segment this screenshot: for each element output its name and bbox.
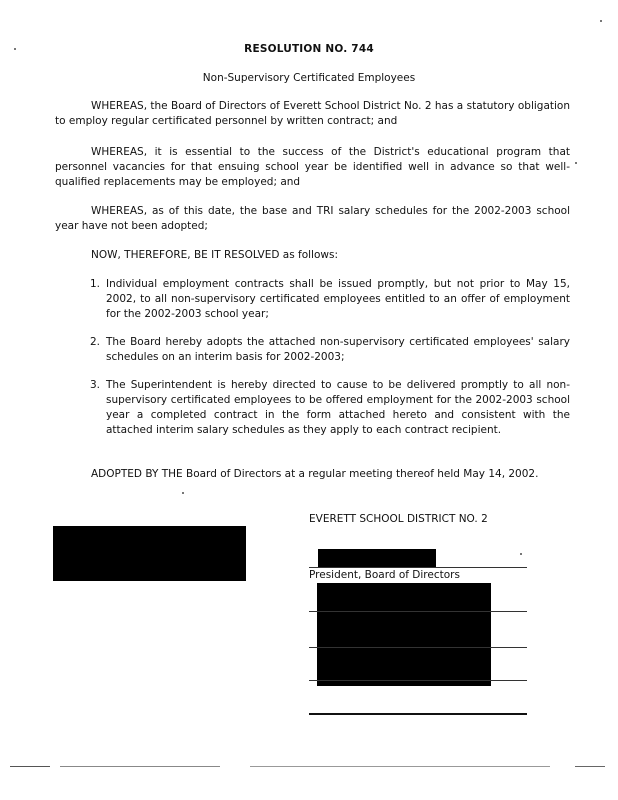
redaction-block-directors xyxy=(317,583,491,686)
scan-artifact-dot xyxy=(575,162,577,164)
resolved-paragraph: NOW, THEREFORE, BE IT RESOLVED as follows: xyxy=(91,249,338,261)
whereas-paragraph-2: WHEREAS, it is essential to the success of the District's educational program that personnel vacancies for that ensuing school year be identified well in advance so that well-qualified replacements may be employed; and xyxy=(55,146,570,188)
scan-artifact-dot xyxy=(600,20,602,22)
signature-line-president xyxy=(309,567,527,568)
district-name: EVERETT SCHOOL DISTRICT NO. 2 xyxy=(309,513,488,525)
item-number: 3. xyxy=(90,379,101,391)
whereas-paragraph-3: WHEREAS, as of this date, the base and TRI salary schedules for the 2002-2003 school year have not been adopted; xyxy=(55,205,570,232)
signature-line-director-4 xyxy=(309,713,527,715)
whereas-paragraph-1: WHEREAS, the Board of Directors of Everett School District No. 2 has a statutory obligation to employ regular certificated personnel by written contract; and xyxy=(55,100,570,127)
redaction-block-left xyxy=(53,526,246,581)
scan-artifact-dot xyxy=(14,48,16,50)
adopted-paragraph: ADOPTED BY THE Board of Directors at a regular meeting thereof held May 14, 2002. xyxy=(91,468,539,480)
resolution-item-1 xyxy=(90,277,570,322)
scan-artifact-dot xyxy=(182,492,184,494)
scan-artifact-line xyxy=(60,766,220,767)
resolution-item-2 xyxy=(90,335,570,365)
signature-line-director-2 xyxy=(309,647,527,648)
item-text: The Superintendent is hereby directed to cause to be delivered promptly to all non-supervisory certificated employees to be offered employment for the 2002-2003 school year a completed contract in the form attached hereto and consistent with the attached interim salary schedules as they apply to each contract recipient. xyxy=(106,379,570,436)
scan-artifact-line xyxy=(250,766,550,767)
scan-artifact-line xyxy=(10,766,50,767)
item-text: Individual employment contracts shall be issued promptly, but not prior to May 15, 2002, to all non-supervisory certificated employees entitled to an offer of employment for the 2002-2003 school year; xyxy=(106,278,570,320)
item-number: 2. xyxy=(90,336,101,348)
signature-line-director-1 xyxy=(309,611,527,612)
president-label: President, Board of Directors xyxy=(309,569,460,581)
resolution-item-3 xyxy=(90,378,570,438)
resolution-subtitle: Non-Supervisory Certificated Employees xyxy=(202,72,416,84)
scan-artifact-line xyxy=(575,766,605,767)
redaction-block-signature xyxy=(318,549,436,567)
item-number: 1. xyxy=(90,278,101,290)
signature-line-director-3 xyxy=(309,680,527,681)
scan-artifact-dot xyxy=(520,553,522,555)
resolution-title: RESOLUTION NO. 744 xyxy=(244,43,374,55)
item-text: The Board hereby adopts the attached non-supervisory certificated employees' salary schedules on an interim basis for 2002-2003; xyxy=(106,336,570,363)
